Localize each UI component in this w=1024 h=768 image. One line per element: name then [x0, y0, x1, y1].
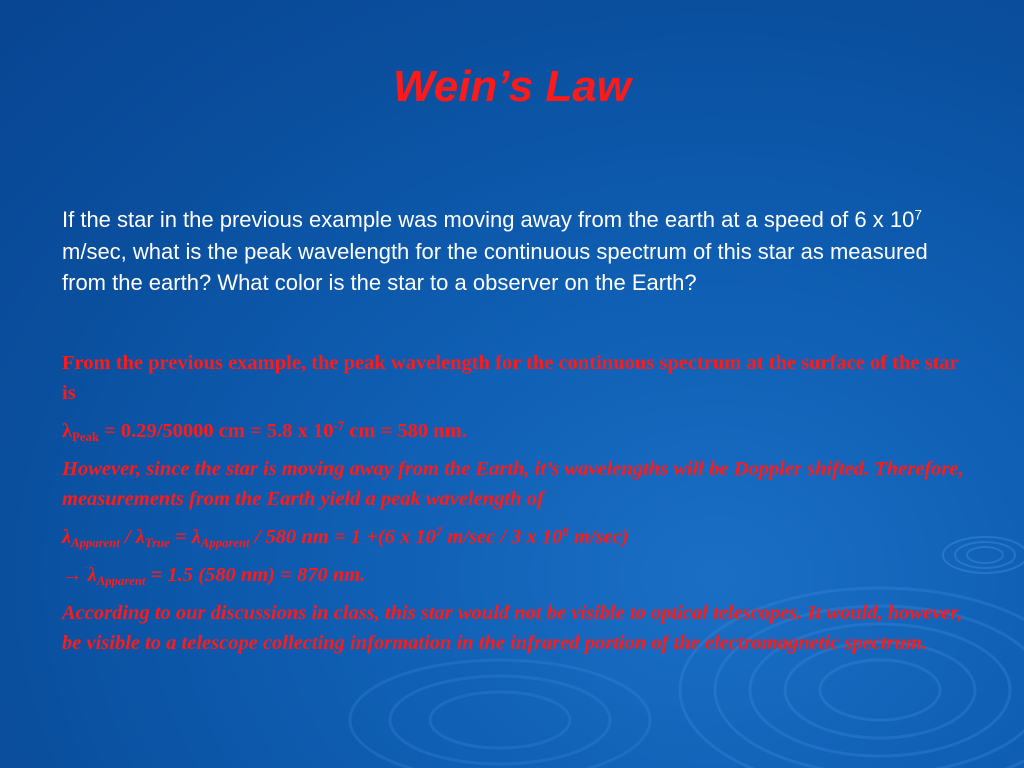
question-text	[62, 204, 972, 299]
result-equation	[62, 560, 972, 590]
peak-subscript: Peak	[72, 429, 99, 444]
ratio-separator: /	[119, 526, 136, 548]
peak-wavelength-equation	[62, 416, 972, 446]
result-rhs: = 1.5 (580 nm) = 870 nm.	[145, 564, 366, 586]
answer-block	[62, 348, 972, 666]
peak-rhs-a: = 0.29/50000 cm = 5.8 x 10	[98, 420, 334, 442]
apparent-subscript: Apparent	[96, 573, 146, 588]
slide-title: Wein’s Law	[392, 62, 631, 111]
light-speed-exponent: 8	[562, 525, 569, 540]
peak-rhs-b: cm = 580 nm.	[344, 420, 467, 442]
lambda-symbol: λ	[62, 420, 73, 442]
apparent-subscript: Apparent	[71, 535, 120, 550]
peak-exponent: -7	[333, 419, 345, 434]
conclusion-text: According to our discussions in class, this star would not be visible to optical telescopes. It would, however, be visible to a telescope collecting information in the infrared portion of the electromagnetic spectrum.	[62, 602, 963, 654]
ratio-rhs-b: m/sec / 3 x 10	[442, 526, 563, 548]
doppler-text: However, since the star is moving away from the Earth, it’s wavelengths will be Doppler shifted. Therefore, measurements from the Earth yield a peak wavelength of	[62, 458, 964, 510]
answer-intro: From the previous example, the peak wavelength for the continuous spectrum at the surface of the star is	[62, 352, 959, 404]
ratio-rhs-a: / 580 nm = 1 +(6 x 10	[249, 526, 436, 548]
ratio-rhs-c: m/sec)	[568, 526, 629, 548]
lambda-symbol: λ	[191, 526, 201, 548]
arrow-icon: →	[62, 564, 88, 586]
ratio-equation	[62, 522, 972, 552]
velocity-exponent: 7	[435, 525, 443, 540]
true-subscript: True	[144, 535, 170, 550]
question-exponent: 7	[914, 207, 922, 223]
lambda-symbol: λ	[62, 526, 72, 548]
question-part1: If the star in the previous example was moving away from the earth at a speed of 6 x 10	[62, 207, 915, 232]
apparent-subscript: Apparent	[200, 535, 250, 550]
question-part2: m/sec, what is the peak wavelength for the continuous spectrum of this star as measured from the earth? What color is the star to a observer on the Earth?	[62, 238, 928, 295]
lambda-symbol: λ	[135, 526, 145, 548]
equals-sign: =	[169, 526, 192, 548]
lambda-symbol: λ	[87, 564, 97, 586]
